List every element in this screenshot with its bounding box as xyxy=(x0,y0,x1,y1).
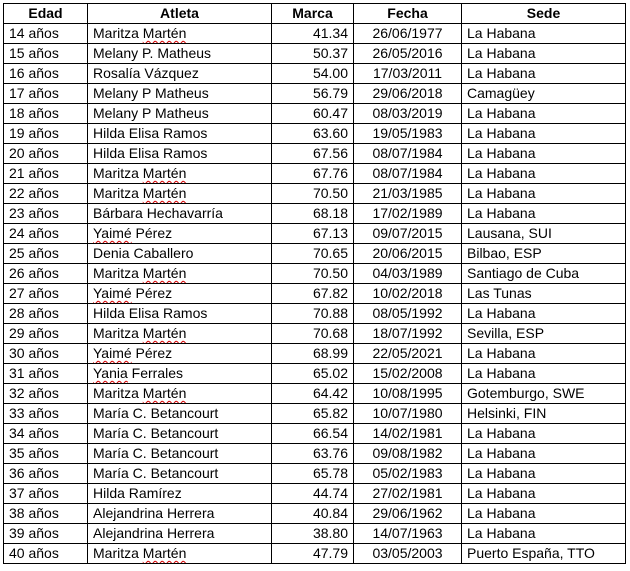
athlete-name: Martén xyxy=(142,545,187,561)
cell-mark: 70.50 xyxy=(272,264,354,284)
cell-venue: Lausana, SUI xyxy=(462,224,626,244)
table-row xyxy=(4,304,626,324)
cell-mark: 68.99 xyxy=(272,344,354,364)
header-atleta: Atleta xyxy=(88,4,272,24)
table-row xyxy=(4,64,626,84)
cell-athlete xyxy=(88,224,272,244)
cell-venue: La Habana xyxy=(462,184,626,204)
cell-date: 29/06/2018 xyxy=(354,84,462,104)
cell-venue: La Habana xyxy=(462,444,626,464)
cell-athlete xyxy=(88,44,272,64)
cell-age: 39 años xyxy=(4,524,88,544)
table-row xyxy=(4,264,626,284)
cell-venue: Bilbao, ESP xyxy=(462,244,626,264)
cell-date: 10/02/2018 xyxy=(354,284,462,304)
athlete-name: Hilda Elisa Ramos xyxy=(93,145,208,161)
cell-athlete xyxy=(88,244,272,264)
athlete-name: Alejandrina Herrera xyxy=(93,525,215,541)
athlete-name: Martén xyxy=(142,25,187,41)
athlete-name: Denia Caballero xyxy=(93,245,194,261)
cell-age: 37 años xyxy=(4,484,88,504)
table-row xyxy=(4,284,626,304)
cell-athlete xyxy=(88,384,272,404)
athlete-name: Hilda Ramírez xyxy=(93,485,182,501)
table-row xyxy=(4,364,626,384)
records-table xyxy=(3,3,626,564)
cell-venue: La Habana xyxy=(462,464,626,484)
athlete-first-name: Maritza xyxy=(93,545,139,561)
athlete-name: Pérez xyxy=(135,285,173,301)
cell-athlete xyxy=(88,444,272,464)
athlete-name: Pérez xyxy=(135,345,173,361)
table-row xyxy=(4,44,626,64)
cell-venue: Santiago de Cuba xyxy=(462,264,626,284)
athlete-name: Martén xyxy=(142,265,187,281)
cell-age: 32 años xyxy=(4,384,88,404)
cell-age: 33 años xyxy=(4,404,88,424)
cell-mark: 70.88 xyxy=(272,304,354,324)
cell-venue: La Habana xyxy=(462,304,626,324)
cell-athlete xyxy=(88,324,272,344)
cell-age: 14 años xyxy=(4,24,88,44)
cell-athlete xyxy=(88,164,272,184)
cell-age: 18 años xyxy=(4,104,88,124)
table-row xyxy=(4,124,626,144)
cell-athlete xyxy=(88,204,272,224)
table-row xyxy=(4,104,626,124)
cell-mark: 68.18 xyxy=(272,204,354,224)
cell-age: 40 años xyxy=(4,544,88,564)
cell-date: 09/08/1982 xyxy=(354,444,462,464)
athlete-first-name: Maritza xyxy=(93,25,139,41)
athlete-first-name: Maritza xyxy=(93,385,139,401)
cell-venue: La Habana xyxy=(462,364,626,384)
cell-date: 20/06/2015 xyxy=(354,244,462,264)
athlete-name: Martén xyxy=(142,185,187,201)
athlete-first-name: Yaimé xyxy=(93,225,132,241)
cell-mark: 40.84 xyxy=(272,504,354,524)
cell-age: 26 años xyxy=(4,264,88,284)
athlete-first-name: Maritza xyxy=(93,325,139,341)
cell-date: 08/03/2019 xyxy=(354,104,462,124)
cell-date: 17/03/2011 xyxy=(354,64,462,84)
cell-age: 35 años xyxy=(4,444,88,464)
table-row xyxy=(4,404,626,424)
athlete-name: Melany P Matheus xyxy=(93,105,209,121)
cell-athlete xyxy=(88,84,272,104)
cell-venue: La Habana xyxy=(462,124,626,144)
athlete-name: María C. Betancourt xyxy=(93,405,219,421)
cell-athlete xyxy=(88,64,272,84)
cell-date: 04/03/1989 xyxy=(354,264,462,284)
cell-venue: La Habana xyxy=(462,204,626,224)
athlete-name: Rosalía Vázquez xyxy=(93,65,199,81)
athlete-name: María C. Betancourt xyxy=(93,465,219,481)
cell-venue: La Habana xyxy=(462,64,626,84)
table-row xyxy=(4,544,626,564)
cell-date: 03/05/2003 xyxy=(354,544,462,564)
cell-mark: 47.79 xyxy=(272,544,354,564)
cell-age: 28 años xyxy=(4,304,88,324)
table-row xyxy=(4,484,626,504)
cell-mark: 65.78 xyxy=(272,464,354,484)
cell-age: 27 años xyxy=(4,284,88,304)
header-marca: Marca xyxy=(272,4,354,24)
cell-mark: 63.60 xyxy=(272,124,354,144)
cell-date: 08/07/1984 xyxy=(354,144,462,164)
cell-venue: La Habana xyxy=(462,524,626,544)
cell-athlete xyxy=(88,544,272,564)
cell-athlete xyxy=(88,484,272,504)
cell-venue: La Habana xyxy=(462,164,626,184)
table-row xyxy=(4,84,626,104)
cell-age: 38 años xyxy=(4,504,88,524)
cell-date: 08/07/1984 xyxy=(354,164,462,184)
cell-date: 15/02/2008 xyxy=(354,364,462,384)
cell-venue: La Habana xyxy=(462,24,626,44)
cell-date: 17/02/1989 xyxy=(354,204,462,224)
table-row xyxy=(4,504,626,524)
athlete-name: Martén xyxy=(142,165,187,181)
cell-venue: La Habana xyxy=(462,104,626,124)
table-row xyxy=(4,24,626,44)
cell-athlete xyxy=(88,344,272,364)
athlete-first-name: Yania xyxy=(93,365,128,381)
cell-mark: 60.47 xyxy=(272,104,354,124)
cell-venue: La Habana xyxy=(462,484,626,504)
cell-athlete xyxy=(88,104,272,124)
cell-date: 27/02/1981 xyxy=(354,484,462,504)
header-row xyxy=(4,4,626,24)
cell-athlete xyxy=(88,284,272,304)
athlete-first-name: Yaimé xyxy=(93,285,132,301)
cell-age: 25 años xyxy=(4,244,88,264)
cell-mark: 38.80 xyxy=(272,524,354,544)
cell-age: 24 años xyxy=(4,224,88,244)
cell-mark: 63.76 xyxy=(272,444,354,464)
cell-age: 20 años xyxy=(4,144,88,164)
cell-athlete xyxy=(88,144,272,164)
cell-date: 05/02/1983 xyxy=(354,464,462,484)
athlete-name: Bárbara Hechavarría xyxy=(93,205,223,221)
athlete-first-name: Maritza xyxy=(93,185,139,201)
table-row xyxy=(4,324,626,344)
table-row xyxy=(4,184,626,204)
cell-age: 16 años xyxy=(4,64,88,84)
cell-athlete xyxy=(88,364,272,384)
cell-athlete xyxy=(88,504,272,524)
table-row xyxy=(4,524,626,544)
cell-mark: 64.42 xyxy=(272,384,354,404)
athlete-first-name: Maritza xyxy=(93,165,139,181)
cell-date: 08/05/1992 xyxy=(354,304,462,324)
cell-mark: 70.68 xyxy=(272,324,354,344)
cell-date: 10/08/1995 xyxy=(354,384,462,404)
table-row xyxy=(4,244,626,264)
cell-venue: La Habana xyxy=(462,344,626,364)
cell-mark: 41.34 xyxy=(272,24,354,44)
table-row xyxy=(4,444,626,464)
cell-date: 18/07/1992 xyxy=(354,324,462,344)
cell-mark: 67.82 xyxy=(272,284,354,304)
cell-date: 26/06/1977 xyxy=(354,24,462,44)
cell-athlete xyxy=(88,184,272,204)
header-sede: Sede xyxy=(462,4,626,24)
cell-athlete xyxy=(88,464,272,484)
cell-athlete xyxy=(88,264,272,284)
athlete-name: Hilda Elisa Ramos xyxy=(93,125,208,141)
cell-athlete xyxy=(88,24,272,44)
cell-date: 09/07/2015 xyxy=(354,224,462,244)
cell-venue: La Habana xyxy=(462,504,626,524)
cell-mark: 67.13 xyxy=(272,224,354,244)
cell-age: 36 años xyxy=(4,464,88,484)
cell-age: 22 años xyxy=(4,184,88,204)
cell-venue: La Habana xyxy=(462,144,626,164)
athlete-name: Alejandrina Herrera xyxy=(93,505,215,521)
cell-age: 30 años xyxy=(4,344,88,364)
table-row xyxy=(4,204,626,224)
athlete-name: Martén xyxy=(142,385,187,401)
athlete-name: Melany P. Matheus xyxy=(93,45,212,61)
athlete-name: Pérez xyxy=(135,225,173,241)
cell-athlete xyxy=(88,524,272,544)
athlete-first-name: Yaimé xyxy=(93,345,132,361)
cell-age: 17 años xyxy=(4,84,88,104)
cell-athlete xyxy=(88,404,272,424)
header-fecha: Fecha xyxy=(354,4,462,24)
table-row xyxy=(4,224,626,244)
cell-venue: Puerto España, TTO xyxy=(462,544,626,564)
cell-venue: Las Tunas xyxy=(462,284,626,304)
athlete-first-name: Maritza xyxy=(93,265,139,281)
cell-age: 23 años xyxy=(4,204,88,224)
cell-date: 29/06/1962 xyxy=(354,504,462,524)
cell-date: 19/05/1983 xyxy=(354,124,462,144)
cell-age: 29 años xyxy=(4,324,88,344)
table-row xyxy=(4,164,626,184)
cell-date: 14/07/1963 xyxy=(354,524,462,544)
table-row xyxy=(4,384,626,404)
athlete-name: Ferrales xyxy=(131,365,184,381)
cell-date: 14/02/1981 xyxy=(354,424,462,444)
cell-venue: Helsinki, FIN xyxy=(462,404,626,424)
cell-mark: 54.00 xyxy=(272,64,354,84)
cell-athlete xyxy=(88,424,272,444)
cell-mark: 67.76 xyxy=(272,164,354,184)
cell-date: 26/05/2016 xyxy=(354,44,462,64)
cell-age: 19 años xyxy=(4,124,88,144)
cell-age: 34 años xyxy=(4,424,88,444)
cell-mark: 50.37 xyxy=(272,44,354,64)
cell-mark: 44.74 xyxy=(272,484,354,504)
athlete-name: María C. Betancourt xyxy=(93,445,219,461)
cell-mark: 65.82 xyxy=(272,404,354,424)
cell-athlete xyxy=(88,304,272,324)
cell-mark: 65.02 xyxy=(272,364,354,384)
cell-age: 15 años xyxy=(4,44,88,64)
cell-date: 10/07/1980 xyxy=(354,404,462,424)
athlete-name: María C. Betancourt xyxy=(93,425,219,441)
cell-age: 21 años xyxy=(4,164,88,184)
cell-date: 21/03/1985 xyxy=(354,184,462,204)
table-row xyxy=(4,344,626,364)
table-row xyxy=(4,464,626,484)
cell-age: 31 años xyxy=(4,364,88,384)
header-edad: Edad xyxy=(4,4,88,24)
athlete-name: Hilda Elisa Ramos xyxy=(93,305,208,321)
cell-mark: 70.65 xyxy=(272,244,354,264)
cell-mark: 67.56 xyxy=(272,144,354,164)
cell-venue: La Habana xyxy=(462,424,626,444)
cell-athlete xyxy=(88,124,272,144)
cell-venue: La Habana xyxy=(462,44,626,64)
cell-mark: 56.79 xyxy=(272,84,354,104)
cell-venue: Sevilla, ESP xyxy=(462,324,626,344)
cell-mark: 66.54 xyxy=(272,424,354,444)
cell-date: 22/05/2021 xyxy=(354,344,462,364)
table-row xyxy=(4,144,626,164)
athlete-name: Melany P Matheus xyxy=(93,85,209,101)
cell-venue: Camagüey xyxy=(462,84,626,104)
cell-venue: Gotemburgo, SWE xyxy=(462,384,626,404)
cell-mark: 70.50 xyxy=(272,184,354,204)
athlete-name: Martén xyxy=(142,325,187,341)
table-row xyxy=(4,424,626,444)
